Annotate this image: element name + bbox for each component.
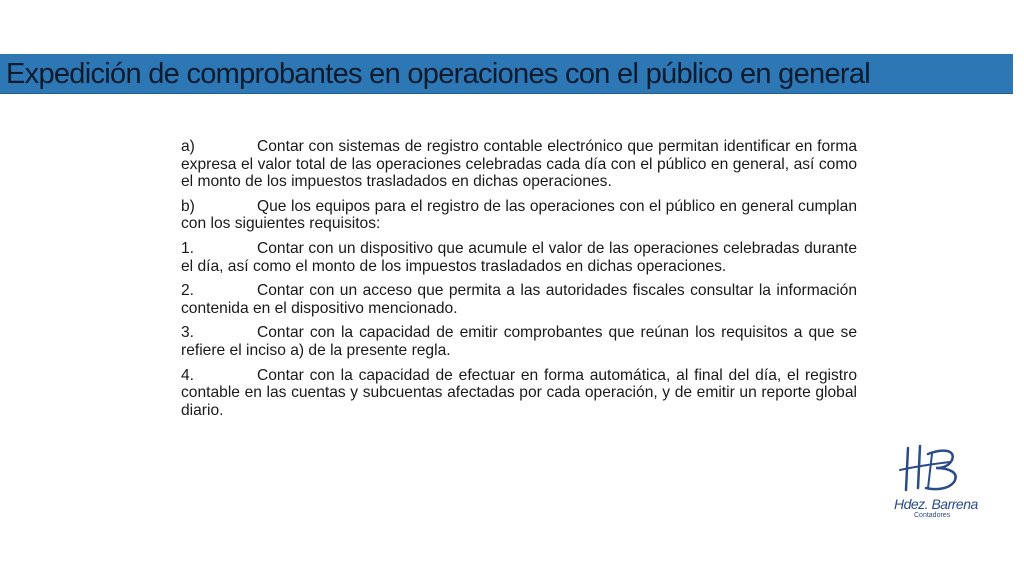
paragraph-marker: a): [181, 138, 195, 155]
paragraph-text: Que los equipos para el registro de las operaciones con el público en general cumplan con los siguientes requisitos:: [181, 197, 857, 233]
paragraph-b: [181, 198, 857, 233]
paragraph-2: [181, 282, 857, 317]
paragraph-4: [181, 367, 857, 420]
logo-name: Hdez. Barrena: [894, 496, 978, 512]
paragraph-text: Contar con sistemas de registro contable electrónico que permitan identificar en forma expresa el valor total de las operaciones celebradas cada día con el público en general, así como el monto de los impuestos trasladados en dichas operaciones.: [181, 138, 857, 191]
paragraph-marker: b): [181, 197, 195, 215]
content-body: [181, 138, 857, 426]
paragraph-marker: 4.: [181, 366, 195, 384]
paragraph-text: Contar con un acceso que permita a las autoridades fiscales consultar la información contenida en el dispositivo mencionado.: [181, 282, 857, 317]
company-logo: [888, 440, 978, 540]
paragraph-1: [181, 240, 857, 275]
page-title: Expedición de comprobantes en operaciones con el público en general: [6, 58, 870, 90]
paragraph-text: Contar con la capacidad de efectuar en forma automática, al final del día, el registro contable en las cuentas y subcuentas afectadas por cada operación, y de emitir un reporte global diario.: [181, 366, 857, 419]
logo-subtitle: Contadores: [914, 512, 951, 519]
paragraph-marker: 2.: [181, 282, 195, 300]
hb-monogram-icon: [888, 440, 978, 500]
paragraph-a: [181, 138, 857, 191]
paragraph-text: Contar con un dispositivo que acumule el valor de las operaciones celebradas durante el día, así como el monto de los impuestos trasladados en dichas operaciones.: [181, 239, 857, 275]
paragraph-marker: 1.: [181, 239, 195, 257]
paragraph-3: [181, 324, 857, 359]
title-bar: [0, 54, 1013, 94]
paragraph-marker: 3.: [181, 324, 195, 342]
paragraph-text: Contar con la capacidad de emitir comprobantes que reúnan los requisitos a que se refiere el inciso a) de la presente regla.: [181, 324, 857, 359]
